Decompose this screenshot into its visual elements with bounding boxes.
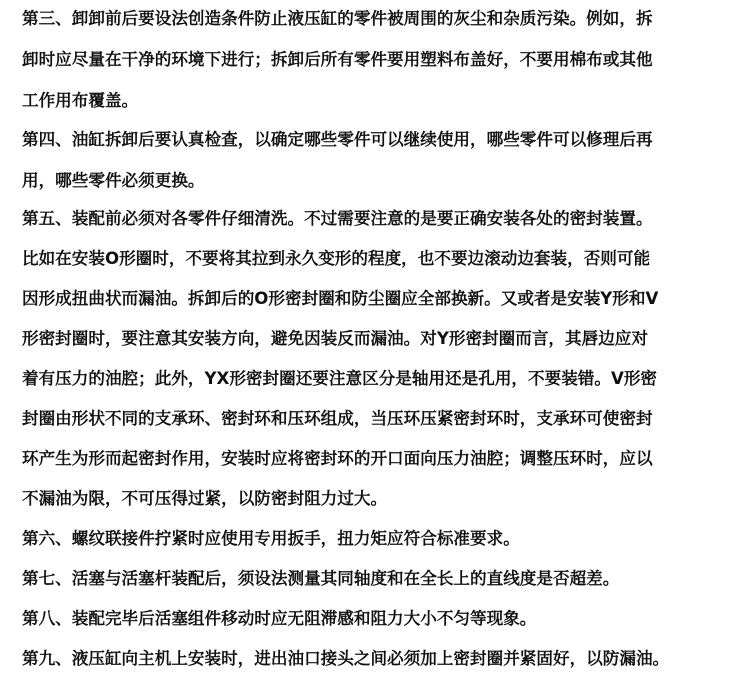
text-line: 第三、卸卸前后要设法创造条件防止液压缸的零件被周围的灰尘和杂质污染。例如，拆 bbox=[22, 9, 653, 28]
text-line: 形密封圈时，要注意其安装方向，避免因装反而漏油。对Y形密封圈而言，其唇边应对 bbox=[22, 329, 648, 348]
text-line: 卸时应尽量在干净的环境下进行；拆卸后所有零件要用塑料布盖好，不要用棉布或其他 bbox=[22, 50, 653, 69]
text-line: 因形成扭曲状而漏油。拆卸后的O形密封圈和防尘圈应全部换新。又或者是安装Y形和V bbox=[22, 289, 659, 308]
text-line: 比如在安装O形圈时，不要将其拉到永久变形的程度，也不要边滚动边套装，否则可能 bbox=[22, 249, 651, 268]
text-line: 不漏油为限，不可压得过紧，以防密封阻力过大。 bbox=[22, 489, 388, 508]
text-line: 第六、螺纹联接件拧紧时应使用专用扳手，扭力矩应符合标准要求。 bbox=[22, 529, 520, 548]
text-line: 着有压力的油腔；此外，YX形密封圈还要注意区分是轴用还是孔用，不要装错。V形密 bbox=[22, 369, 658, 388]
text-line: 工作用布覆盖。 bbox=[22, 91, 139, 110]
text-line: 第七、活塞与活塞杆装配后，须设法测量其同轴度和在全长上的直线度是否超差。 bbox=[22, 569, 620, 588]
text-line: 第九、液压缸向主机上安装时，进出油口接头之间必须加上密封圈并紧固好，以防漏油。 bbox=[22, 649, 670, 668]
text-line: 第八、装配完毕后活塞组件移动时应无阻滞感和阻力大小不匀等现象。 bbox=[22, 609, 537, 628]
text-line: 第五、装配前必须对各零件仔细清洗。不过需要注意的是要正确安装各处的密封装置。 bbox=[22, 209, 653, 228]
text-line: 封圈由形状不同的支承环、密封环和压环组成，当压环压紧密封环时，支承环可使密封 bbox=[22, 409, 653, 428]
text-line: 环产生为形而起密封作用，安装时应将密封环的开口面向压力油腔；调整压环时，应以 bbox=[22, 449, 653, 468]
text-line: 用，哪些零件必须更换。 bbox=[22, 171, 205, 190]
text-line: 第四、油缸拆卸后要认真检查，以确定哪些零件可以继续使用，哪些零件可以修理后再 bbox=[22, 130, 653, 149]
